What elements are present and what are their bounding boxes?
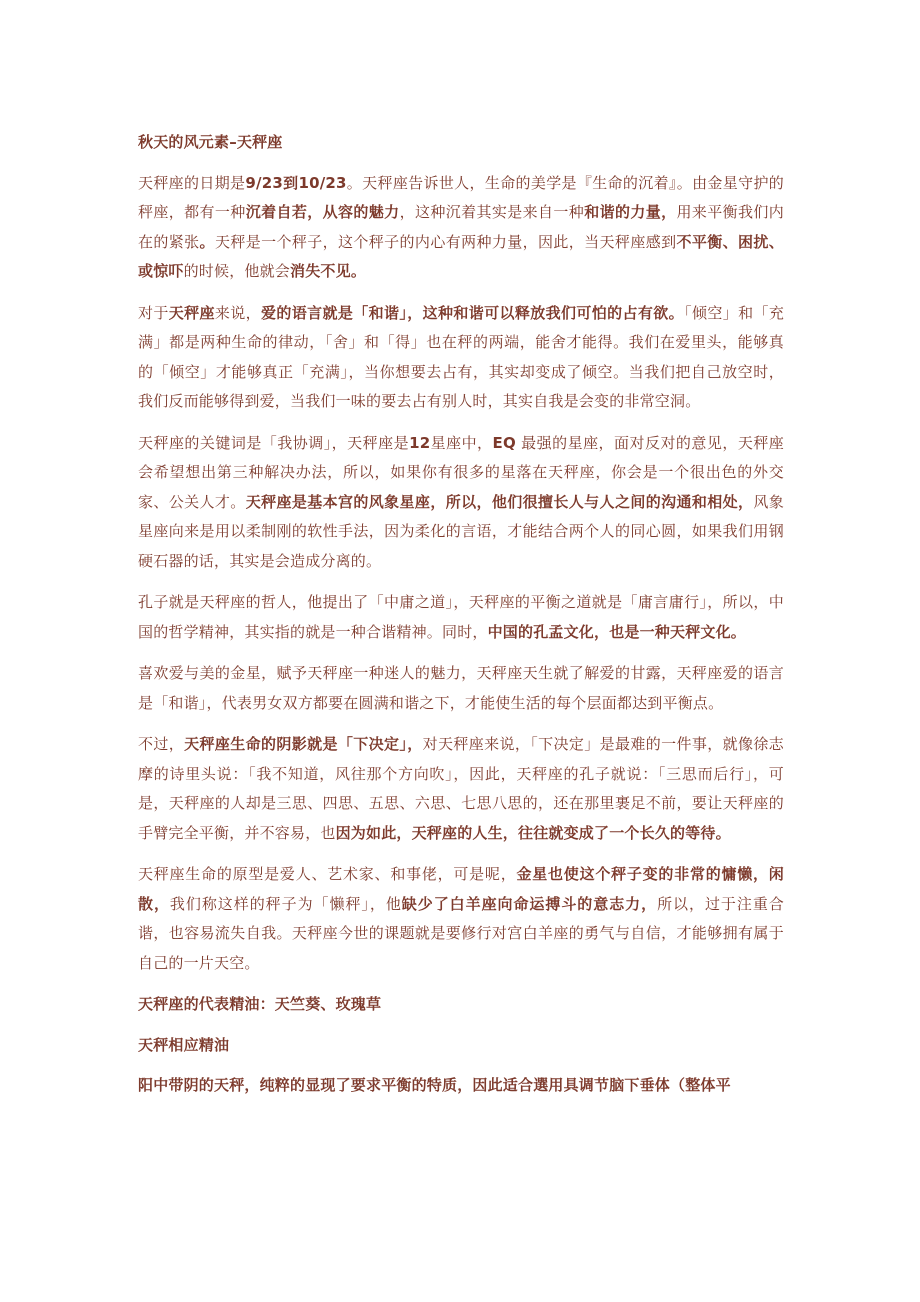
text-run: 不过， bbox=[138, 735, 185, 753]
text-run: 所以，过于注重合谐，也容易流失自我。天秤座今世的课题就是要修行对宫白羊座的勇气与自信，才能够拥有属于自己的一片天空。 bbox=[138, 894, 784, 972]
text-run: 最强的星座，面对反对的意见，天秤座会希望想出第三种解决办法，所以，如果你有很多的星落在天秤座，你会是一个很出色的外交家、公关人才。 bbox=[138, 433, 784, 511]
text-run: 天秤是一个秤子，这个秤子的内心有两种力量，因此，当天秤座感到 bbox=[214, 232, 677, 251]
bold-text-run: 。 bbox=[199, 232, 215, 251]
paragraph bbox=[138, 730, 784, 848]
paragraph bbox=[138, 588, 784, 647]
text-run: 。天秤座告诉世人，生命的美学是『生命的沉着』。由金星守护的秤座，都有一种 bbox=[138, 173, 784, 221]
bold-text-run: 和谐的力量， bbox=[584, 203, 677, 221]
oils-heading: 天秤座的代表精油：天竺葵、玫瑰草 bbox=[138, 995, 382, 1013]
bold-text-run: 因为如此，天秤座的人生，往往就变成了一个长久的等待。 bbox=[335, 823, 731, 842]
paragraph bbox=[138, 659, 784, 718]
bold-text-run: 爱的语言就是「和谐」，这种和谐可以释放我们可怕的占有欲。 bbox=[261, 303, 685, 322]
matching-oils-heading: 天秤相应精油 bbox=[138, 1035, 230, 1054]
paragraph bbox=[138, 429, 784, 577]
text-run: 用来平衡我们内在的紧张 bbox=[138, 203, 785, 251]
text-run: 天秤座的日期是 bbox=[138, 173, 246, 192]
text-run: 天秤座生命的原型是爱人、艺术家、和事佬，可是呢， bbox=[138, 865, 517, 883]
text-run: ，这种沉着其实是来自一种 bbox=[399, 203, 585, 221]
paragraph bbox=[138, 299, 784, 417]
text-run: 我们称这样的秤子为「懒秤」，他 bbox=[169, 894, 402, 913]
text-run: 来说， bbox=[214, 303, 262, 322]
text-run: 的时候，他就会 bbox=[183, 262, 291, 280]
bold-text-run: 沉着自若，从容的魅力 bbox=[245, 203, 400, 221]
text-run: 星座中， bbox=[430, 433, 493, 452]
document-body bbox=[138, 128, 784, 1112]
document-title: 秋天的风元素–天秤座 bbox=[138, 133, 283, 151]
oils-description: 阳中带阴的天秤，纯粹的显现了要求平衡的特质，因此适合選用具调节脑下垂体（整体平 bbox=[138, 1076, 731, 1094]
text-run: 喜欢爱与美的金星，赋予天秤座一种迷人的魅力，天秤座天生就了解爱的甘露，天秤座爱的语言是「和谐」，代表男女双方都要在圆满和谐之下，才能使生活的每个层面都达到平衡点。 bbox=[138, 664, 784, 712]
bold-text-run: 天秤座是基本宫的风象星座，所以，他们很擅长人与人之间的沟通和相处， bbox=[245, 492, 754, 511]
text-run: 孔子就是天秤座的哲人，他提出了「中庸之道」，天秤座的平衡之道就是「庸言庸行」，所以，中国的哲学精神，其实指的就是一种合谐精神。同时， bbox=[138, 593, 784, 641]
bold-text-run: 消失不见。 bbox=[290, 262, 367, 280]
bold-text-run: 天秤座 bbox=[168, 303, 215, 322]
bold-text-run: 天秤座生命的阴影就是「下决定」， bbox=[184, 735, 423, 753]
paragraph bbox=[138, 169, 784, 287]
bold-text-run: 金星也使这个秤子变的非常的慵懒，闲散， bbox=[138, 865, 784, 913]
text-run: 对于 bbox=[138, 303, 169, 322]
text-run: 对天秤座来说，「下决定」是最难的一件事，就像徐志摩的诗里头说：「我不知道，风往那个方向吹」，因此，天秤座的孔子就说：「三思而后行」，可是，天秤座的人却是三思、四思、五思、六思、七思八思的，还在那里裹足不前，要让天秤座的手臂完全平衡，并不容易，也 bbox=[138, 735, 784, 842]
bold-text-run: EQ bbox=[492, 433, 516, 452]
text-run: 天秤座的关键词是「我协调」，天秤座是 bbox=[138, 433, 410, 452]
bold-text-run: 12 bbox=[409, 433, 431, 452]
text-run: 「倾空」和「充满」都是两种生命的律动，「舍」和「得」也在秤的两端，能舍才能得。我们在爱里头，能够真的「倾空」才能够真正「充满」，当你想要去占有，其实却变成了倾空。当我们把自己放空时，我们反而能够得到爱，当我们一味的要去占有别人时，其实自我是会变的非常空洞。 bbox=[138, 303, 785, 410]
bold-text-run: 中国的孔孟文化，也是一种天秤文化。 bbox=[487, 622, 747, 641]
bold-text-run: 9/23到10/23 bbox=[245, 173, 347, 192]
bold-text-run: 缺少了白羊座向命运搏斗的意志力， bbox=[401, 894, 658, 913]
bold-text-run: 不平衡、困扰、或惊吓 bbox=[138, 232, 784, 280]
paragraph bbox=[138, 860, 784, 978]
text-run: 风象星座向来是用以柔制刚的软性手法，因为柔化的言语，才能结合两个人的同心圆，如果我们用钢硬石器的话，其实是会造成分离的。 bbox=[138, 492, 784, 570]
